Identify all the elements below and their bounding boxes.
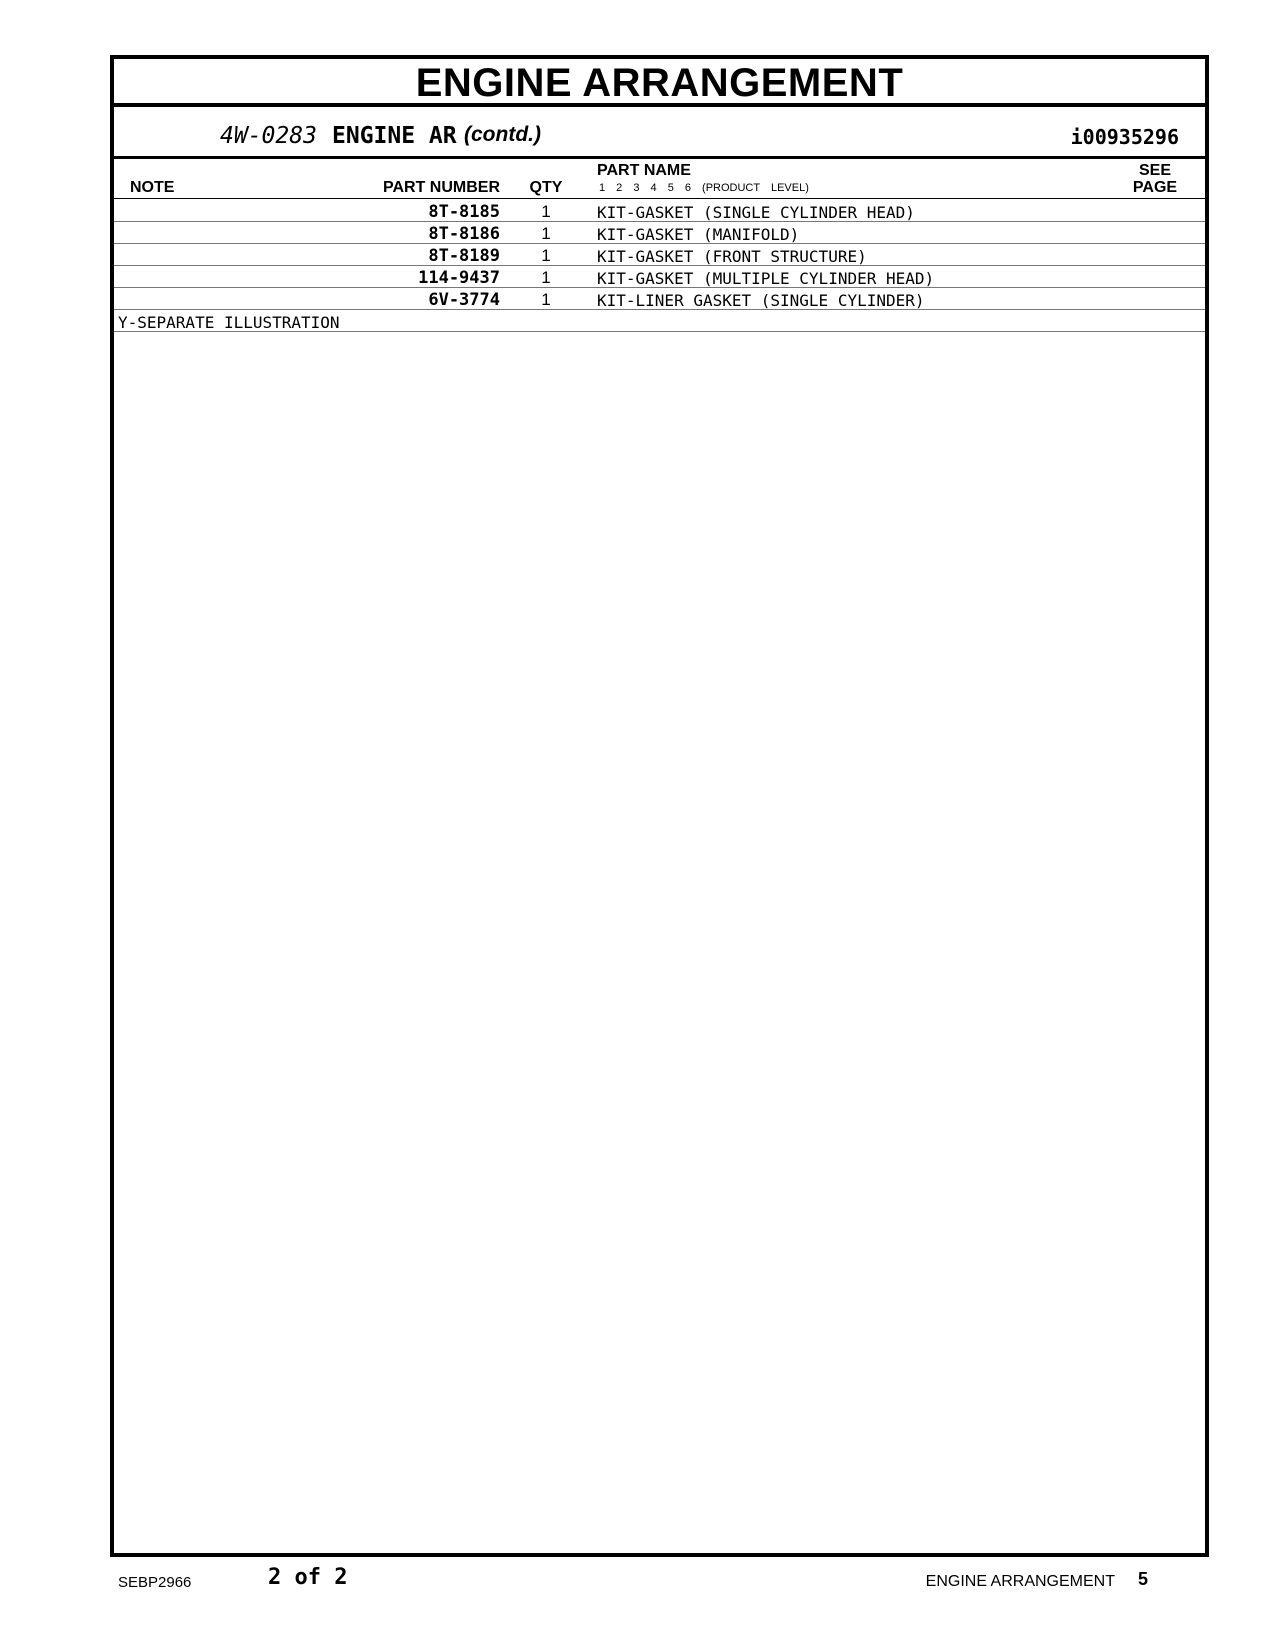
header-divider [114,198,1205,199]
column-header-qty: QTY [529,179,563,196]
part-qty: 1 [541,290,551,309]
part-name: KIT-GASKET (SINGLE CYLINDER HEAD) [597,203,915,222]
product-level-legend: 1 2 3 4 5 6 (PRODUCT LEVEL) [599,182,809,194]
subheader-divider [114,156,1205,159]
footer-section-title: ENGINE ARRANGEMENT [925,1573,1115,1590]
part-number: 8T-8189 [428,246,500,266]
part-qty: 1 [541,202,551,221]
footer-document-number: SEBP2966 [118,1574,192,1591]
part-qty: 1 [541,224,551,243]
column-header-see: SEE [1138,162,1171,179]
group-name: ENGINE AR [332,123,457,149]
footer-page-number: 5 [1137,1569,1148,1589]
table-row [114,222,1205,244]
table-row [114,200,1205,222]
part-qty: 1 [541,268,551,287]
illustration-id: i00935296 [1070,125,1179,149]
part-name: KIT-GASKET (MANIFOLD) [597,225,800,244]
group-code: 4W-0283 [220,123,317,149]
part-name: KIT-GASKET (FRONT STRUCTURE) [597,247,867,266]
title-divider [114,103,1205,107]
column-header-page: PAGE [1132,179,1178,196]
note-row [114,310,1205,332]
part-number: 8T-8185 [428,202,500,222]
part-number: 6V-3774 [428,290,500,310]
column-header-part-number: PART NUMBER [382,179,500,196]
page-frame [110,55,1209,1557]
footer-page-of: 2 of 2 [268,1565,348,1590]
part-qty: 1 [541,246,551,265]
table-row [114,288,1205,310]
table-row [114,244,1205,266]
group-continued-label: (contd.) [464,123,541,146]
table-row [114,266,1205,288]
page-title: ENGINE ARRANGEMENT [415,61,904,105]
column-header-note: NOTE [130,179,175,196]
part-name: KIT-LINER GASKET (SINGLE CYLINDER) [597,291,925,310]
part-number: 8T-8186 [428,224,500,244]
part-number: 114-9437 [418,268,500,288]
note-text: Y-SEPARATE ILLUSTRATION [118,313,340,332]
column-header-part-name: PART NAME [597,162,691,179]
part-name: KIT-GASKET (MULTIPLE CYLINDER HEAD) [597,269,935,288]
group-header [114,123,1205,153]
